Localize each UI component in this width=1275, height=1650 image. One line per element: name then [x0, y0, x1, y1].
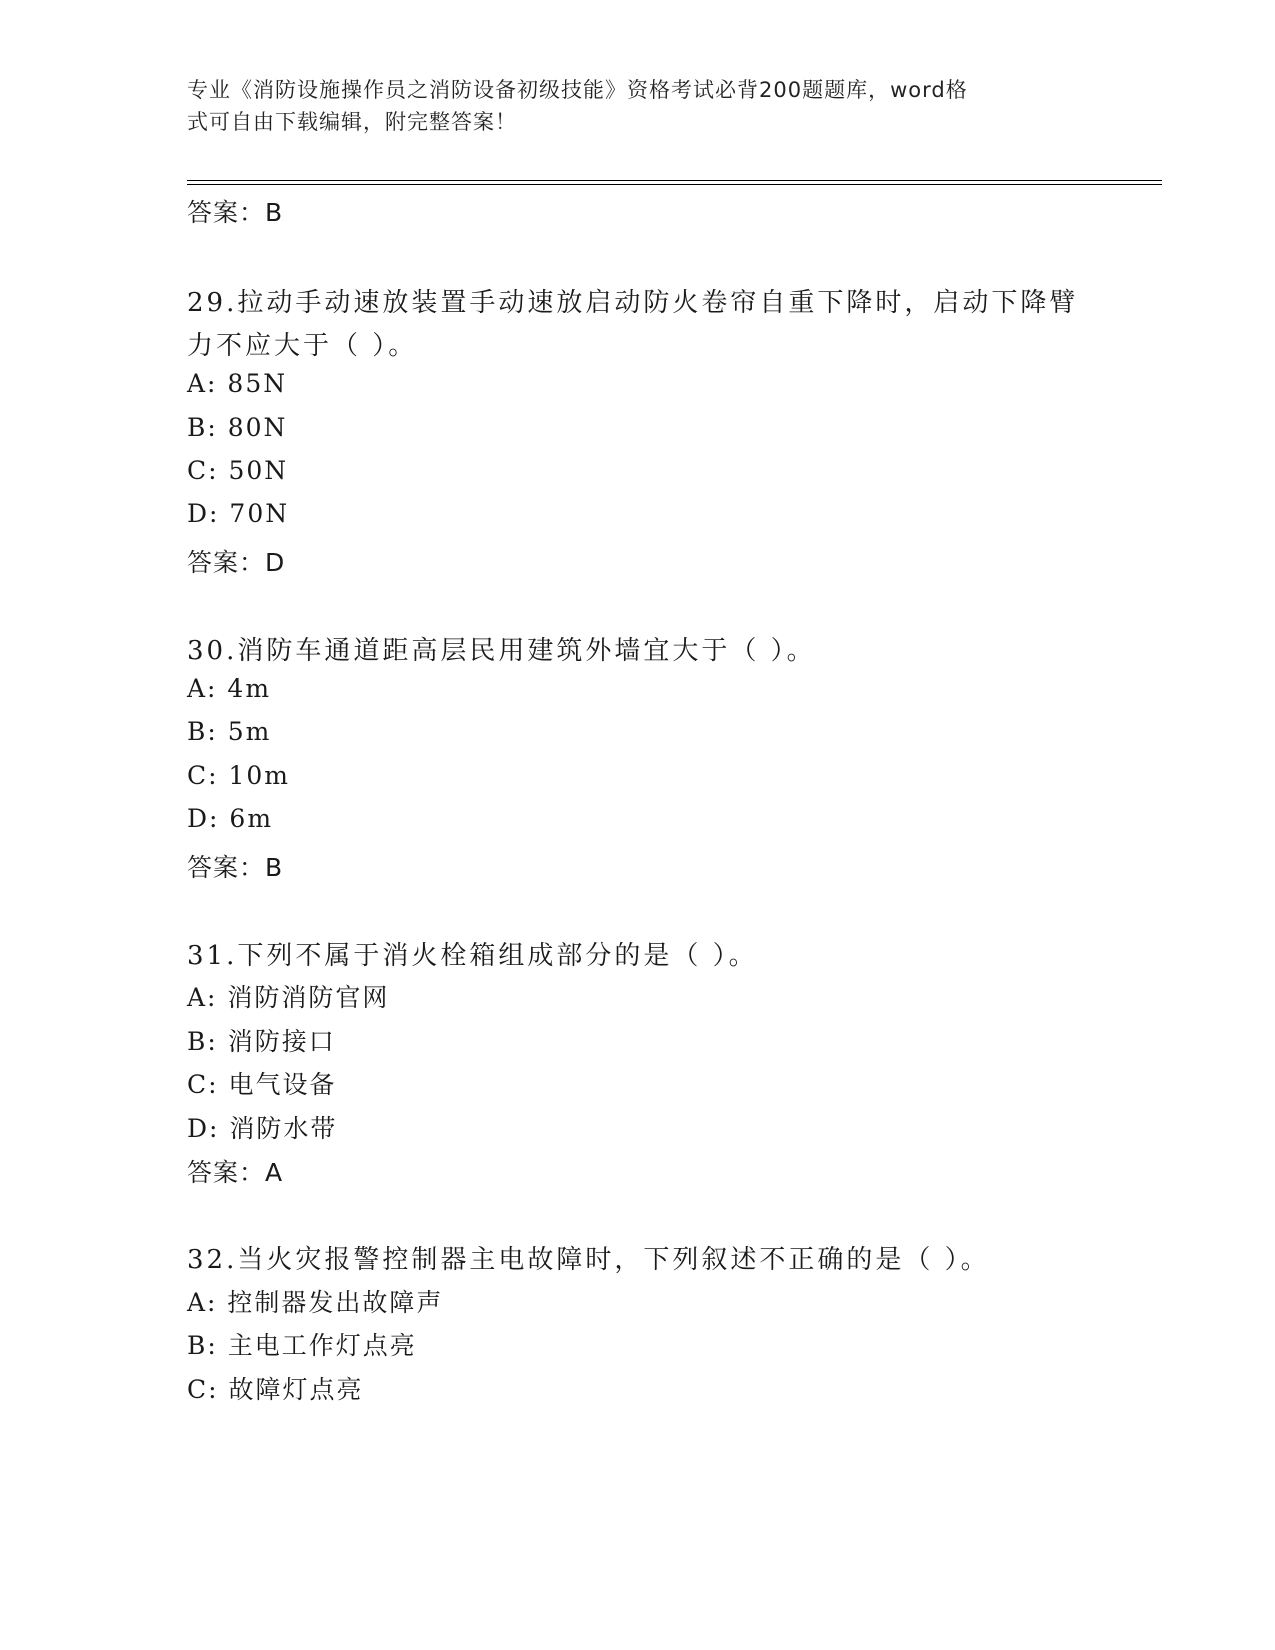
document-header — [187, 74, 1077, 138]
question-30-option-d: D: 6m — [187, 804, 274, 833]
question-31-option-a: A: 消防消防官网 — [187, 983, 390, 1012]
question-31-answer: 答案：A — [187, 1158, 284, 1187]
question-29-option-d: D: 70N — [187, 499, 290, 528]
header-line-1: 专业《消防设施操作员之消防设备初级技能》资格考试必背200题题库，word格 — [187, 78, 968, 102]
header-divider-top — [187, 180, 1162, 181]
question-32-option-c: C: 故障灯点亮 — [187, 1375, 364, 1404]
question-31-option-b: B: 消防接口 — [187, 1027, 336, 1056]
question-32-stem-line-1: 32.当火灾报警控制器主电故障时，下列叙述不正确的是（ ）。 — [187, 1245, 990, 1275]
question-31-option-d: D: 消防水带 — [187, 1114, 338, 1143]
question-31-option-c: C: 电气设备 — [187, 1070, 337, 1099]
question-29-option-a: A: 85N — [187, 369, 288, 398]
question-29-stem-line-1: 29.拉动手动速放装置手动速放启动防火卷帘自重下降时，启动下降臂 — [187, 288, 1079, 318]
question-30-option-b: B: 5m — [187, 717, 272, 746]
question-30-option-a: A: 4m — [187, 674, 272, 703]
question-29-stem-line-2: 力不应大于（ ）。 — [187, 331, 418, 361]
question-32-option-b: B: 主电工作灯点亮 — [187, 1331, 417, 1360]
question-29-answer: 答案：D — [187, 548, 286, 577]
header-line-2: 式可自由下载编辑，附完整答案！ — [187, 110, 517, 134]
question-29-option-b: B: 80N — [187, 413, 288, 442]
question-30-answer: 答案：B — [187, 853, 284, 882]
question-31-stem-line-1: 31.下列不属于消火栓箱组成部分的是（ ）。 — [187, 941, 758, 971]
question-32-option-a: A: 控制器发出故障声 — [187, 1288, 444, 1317]
question-30-stem-line-1: 30.消防车通道距高层民用建筑外墙宜大于（ ）。 — [187, 636, 816, 666]
previous-answer: 答案：B — [187, 198, 284, 227]
question-29-option-c: C: 50N — [187, 456, 289, 485]
header-divider-bottom — [187, 184, 1162, 185]
question-30-option-c: C: 10m — [187, 761, 291, 790]
